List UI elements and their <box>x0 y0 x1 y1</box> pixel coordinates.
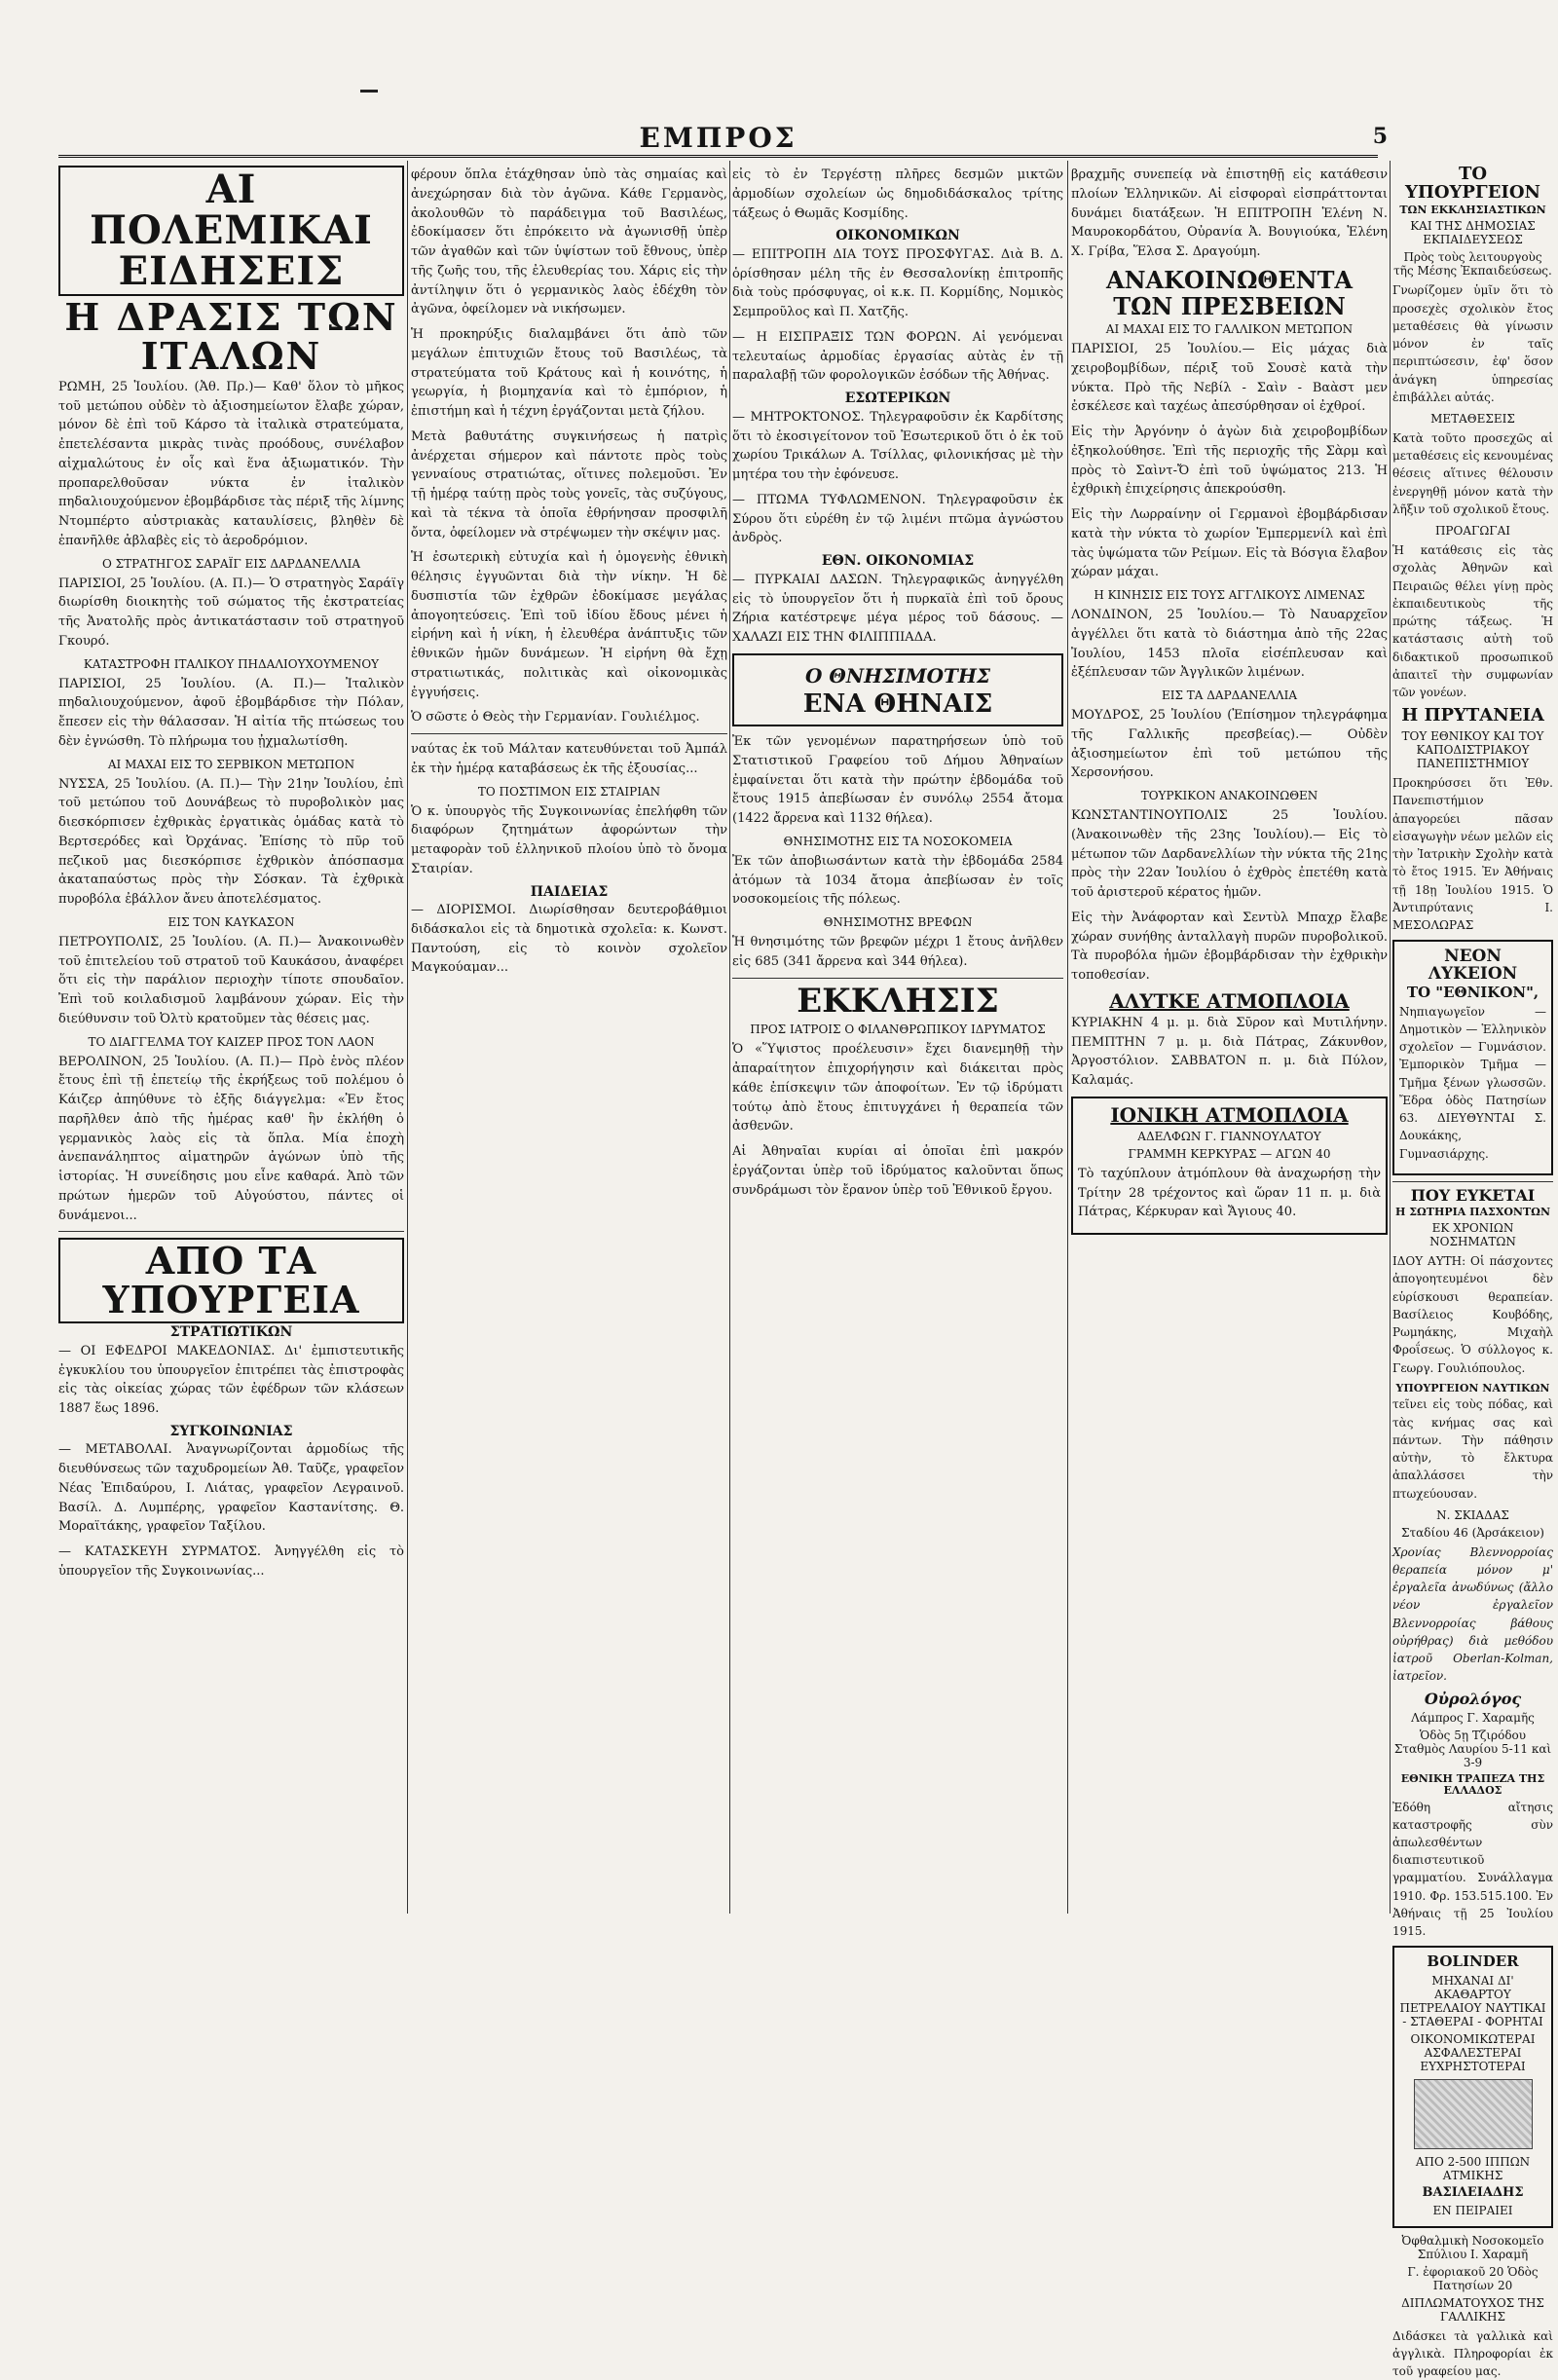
article-heading: ΠΡΟΑΓΩΓΑΙ <box>1434 524 1511 539</box>
rectorate-subheading: ΤΟΥ ΕΘΝΙΚΟΥ ΚΑΙ ΤΟΥ ΚΑΠΟΔΙΣΤΡΙΑΚΟΥ ΠΑΝΕΠΙΣΤΗΜΙΟΥ <box>1401 729 1544 771</box>
engine-illustration <box>1414 2079 1533 2149</box>
ministry-subheading: Πρὸς τοὺς λειτουργοὺς τῆς Μέσης Ἐκπαιδεύσεως. <box>1393 250 1552 279</box>
article-text: ΙΔΟΥ ΑΥΤΗ: Οἱ πάσχοντες ἀπογοητευμένοι δὲν εὑρίσκουσι θεραπείαν. Βασίλειος Κουβόδης, Ρωμηάκης, Μιχαὴλ Φροΐσεως. Ὁ σύλλογος κ. Γεωργ. Γουλιόπουλος. <box>1392 1254 1553 1375</box>
masthead <box>58 122 1388 158</box>
article-heading: ΤΟ ΠΟΣΤΙΜΟΝ ΕΙΣ ΣΤΑΙΡΙΑΝ <box>477 784 661 799</box>
article-text: — ΟΙ ΕΦΕΔΡΟΙ ΜΑΚΕΔΟΝΙΑΣ. Δι' ἐμπιστευτικῆς ἐγκυκλίου του ὑπουργεῖον ἐπιτρέπει τὰς ἐπιστροφὰς εἰς τὰς οἰκείας χώρας τῶν ἐφέδρων τῶν κλάσεων 1887 ἕως 1896. <box>58 1343 404 1416</box>
page-number: 5 <box>1372 124 1388 149</box>
article-heading: ΕΙΣ ΤΑ ΔΑΡΔΑΝΕΛΛΙΑ <box>1161 688 1298 703</box>
article-heading: ΤΟΥΡΚΙΚΟΝ ΑΝΑΚΟΙΝΩΘΕΝ <box>1140 789 1318 803</box>
bolinder-features: ΟΙΚΟΝΟΜΙΚΩΤΕΡΑΙ ΑΣΦΑΛΕΣΤΕΡΑΙ ΕΥΧΡΗΣΤΟΤΕΡΑΙ <box>1410 2032 1536 2074</box>
section-heading: ΟΙΚΟΝΟΜΙΚΩΝ <box>835 228 960 244</box>
appeal-subheading: ΠΡΟΣ ΙΑΤΡΟΙΣ Ο ΦΙΛΑΝΘΡΩΠΙΚΟΥ ΙΔΡΥΜΑΤΟΣ <box>750 1023 1046 1037</box>
shipping-ad-heading: ΙΟΝΙΚΗ ΑΤΜΟΠΛΟΙΑ <box>1110 1102 1349 1127</box>
section-heading: ΕΘΝ. ΟΙΚΟΝΟΜΙΑΣ <box>821 553 975 570</box>
article-text: Ἐκ τῶν ἀποβιωσάντων κατὰ τὴν ἐβδομάδα 2584 ἀτόμων τὰ 1034 ἄτομα ἀπεβίωσαν ἐν τοῖς νοσοκομείοις τῆς πόλεως. <box>732 853 1063 908</box>
punch-mark <box>360 90 378 102</box>
article-text: ΠΑΡΙΣΙΟΙ, 25 Ἰουλίου. (Α. Π.)— Ὁ στρατηγὸς Σαράϊγ διωρίσθη διοικητὴς τοῦ σώματος τῆς ἐκστρατείας τῆς Ἀνατολῆς πρὸς ἀντικατάστασιν τοῦ στρατηγοῦ Γκουρό. <box>58 576 404 649</box>
appeal-banner: ΕΚΚΛΗΣΙΣ <box>797 981 999 1021</box>
ministry-heading: ΤΩΝ ΕΚΚΛΗΣΙΑΣΤΙΚΩΝ <box>1399 203 1546 216</box>
article-text: Ὁ σῶστε ὁ Θεὸς τὴν Γερμανίαν. Γουλιέλμος. <box>411 710 700 725</box>
newspaper-name: ΕΜΠΡΟΣ <box>639 122 798 154</box>
clinic-ad: Χρονίας Βλεννορροίας θεραπεία μόνον μ' ἐργαλεῖα ἀνωδύνως (ἄλλο νέον ἐργαλεῖον Βλεννορροίας βάθους οὐρήθρας) διὰ μεθόδου ἰατροῦ Oberlan-Kolman, ἰατρεῖον. <box>1392 1544 1553 1684</box>
article-text: Προκηρύσσει ὅτι Ἐθν. Πανεπιστήμιον ἀπαγορεύει πᾶσαν εἰσαγωγὴν νέων μελῶν εἰς τὴν Ἰατρικὴν Σχολὴν κατὰ τὸ ἔτος 1915. Ἐν Ἀθήναις τῇ 18ῃ Ἰουλίου 1915. Ὁ Ἀντιπρύτανις Ι. ΜΕΣΟΛΩΡΑΣ <box>1392 776 1553 933</box>
bank-heading: ΕΘΝΙΚΗ ΤΡΑΠΕΖΑ ΤΗΣ ΕΛΛΑΔΟΣ <box>1400 1772 1545 1797</box>
ministry-banner: ΤΟ ΥΠΟΥΡΓΕΙΟΝ <box>1405 164 1540 203</box>
bolinder-footer: ΑΠΟ 2-500 ΙΠΠΩΝ ΑΤΜΙΚΗΣ <box>1415 2155 1531 2183</box>
column-embassy-news <box>1071 164 1388 1916</box>
divider <box>1392 1181 1553 1182</box>
article-text: ΒΕΡΟΛΙΝΟΝ, 25 Ἰουλίου. (Α. Π.)— Πρὸ ἑνὸς πλέον ἔτους ἐπὶ τῇ ἐπετείῳ τῆς ἐκρήξεως τοῦ πολέμου ὁ Κάιζερ ἀπηύθυνε τὸ ἑξῆς διάγγελμα: «Ἐν ἔτος παρῆλθεν ἀπὸ τῆς ἡμέρας καθ' ἣν ἐκλήθη ὁ γερμανικὸς λαὸς εἰς τὰ ὅπλα. Μία ἐποχὴ ἀνεπανάληπτος αἱματηρῶν ἀγώνων ὑπὸ τῆς ἱστορίας. Ἡ συνείδησις μου εἶνε καθαρά. Ἀπὸ τῶν πρώτων ἡμερῶν τοῦ Αὐγούστου, πάντες οἱ δυνάμενοι... <box>58 1054 404 1223</box>
article-heading: ΘΝΗΣΙΜΟΤΗΣ ΕΙΣ ΤΑ ΝΟΣΟΚΟΜΕΙΑ <box>783 834 1013 848</box>
article-text: ΠΕΤΡΟΥΠΟΛΙΣ, 25 Ἰουλίου. (Α. Π.)— Ἀνακοινωθὲν τοῦ ἐπιτελείου τοῦ στρατοῦ τοῦ Καυκάσου, ἀναφέρει ὅτι εἰς τὴν παράλιον περιοχὴν τίποτε σπουδαῖον. Ἐπὶ τοῦ κοιλαδισμοῦ λαμβάνουν χώραν. Εἰς τὴν διεύθυνσιν τοῦ Ὀλτὺ κρατοῦμεν τὰς θέσεις μας. <box>58 934 404 1026</box>
urologist-ad-title: Οὐρολόγος <box>1424 1689 1522 1708</box>
article-heading: ΤΟ ΔΙΑΓΓΕΛΜΑ ΤΟΥ ΚΑΙΖΕΡ ΠΡΟΣ ΤΟΝ ΛΑΟΝ <box>88 1034 375 1049</box>
ministry-subheading: ΚΑΙ ΤΗΣ ΔΗΜΟΣΙΑΣ ΕΚΠΑΙΔΕΥΣΕΩΣ <box>1410 219 1536 247</box>
article-text: — ΠΥΡΚΑΙΑΙ ΔΑΣΩΝ. Τηλεγραφικῶς ἀνηγγέλθη εἰς τὸ ὑπουργεῖον ὅτι ἡ πυρκαϊὰ ἐπὶ τοῦ ὄρους Ζήρια κατέστρεψε μέγα μέρος τοῦ δάσους. — ΧΑΛΑΖΙ ΕΙΣ ΤΗΝ ΦΙΛΙΠΠΙΑΔΑ. <box>732 572 1063 646</box>
article-text: Εἰς τὴν Ἀνάφορταν καὶ Σεντὺλ Μπαχρ ἔλαβε χώραν συνήθης ἀνταλλαγὴ πυρῶν πυροβολικοῦ. Τὰ πυροβόλα ἡμῶν ἐβομβάρδισαν τὴν ἐχθρικὴν τοποθεσίαν. <box>1071 910 1388 984</box>
bolinder-ad <box>1392 1946 1553 2227</box>
shipping-route: ΓΡΑΜΜΗ ΚΕΡΚΥΡΑΣ — ΑΓΩΝ 40 <box>1128 1146 1331 1161</box>
article-text: Γνωρίζομεν ὑμῖν ὅτι τὸ προσεχὲς σχολικὸν ἔτος μεταθέσεις θὰ γίνωσιν μόνον ἐν ταῖς περιπτώσεσιν, ἐφ' ὅσον ἀνάγκη ὑπηρεσίας ἐπιβάλλει αὐτάς. <box>1392 283 1553 404</box>
divider <box>58 1231 404 1232</box>
article-text: Μετὰ βαθυτάτης συγκινήσεως ἡ πατρὶς ἀνέρχεται σήμερον καὶ πάντοτε πρὸς τοὺς γενναίους στρατιώτας, οἵτινες πολεμοῦσι. Ἐν τῇ ἡμέρᾳ ταύτῃ πρὸς τοὺς γονεῖς, τὰς συζύγους, καὶ τὰ τέκνα τὰ ὁποῖα ἐθρήνησαν προσφιλῆ ὄντα, ὀφείλομεν νὰ στρέψωμεν τὴν σκέψιν μας. <box>411 428 727 540</box>
article-text: Ἡ θνησιμότης τῶν βρεφῶν μέχρι 1 ἔτους ἀνῆλθεν εἰς 685 (341 ἄρρενα καὶ 344 θήλεα). <box>732 935 1063 969</box>
article-text: Νηπιαγωγεῖον — Δημοτικὸν — Ἑλληνικὸν σχολεῖον — Γυμνάσιον. Ἐμπορικὸν Τμῆμα — Τμῆμα ξένων γλωσσῶν. Ἔδρα ὁδὸς Πατησίων 63. ΔΙΕΥΘΥΝΤΑΙ Σ. Δουκάκης, Γυμνασιάρχης. <box>1399 1004 1546 1161</box>
ionian-shipping-ad <box>1071 1097 1388 1235</box>
column-rule <box>729 161 730 1914</box>
article-text: — ΠΤΩΜΑ ΤΥΦΛΩΜΕΝΟΝ. Τηλεγραφοῦσιν ἐκ Σύρου ὅτι εὑρέθη ἐν τῷ λιμένι πτῶμα ἀγνώστου ἀνδρὸς. <box>732 492 1063 546</box>
article-heading: ΕΙΣ ΤΟΝ ΚΑΥΚΑΣΟΝ <box>167 914 295 929</box>
tutor-ad-heading: ΔΙΠΛΩΜΑΤΟΥΧΟΣ ΤΗΣ ΓΑΛΛΙΚΗΣ <box>1401 2295 1544 2324</box>
article-heading: ΘΝΗΣΙΜΟΤΗΣ ΒΡΕΦΩΝ <box>823 915 973 930</box>
article-text: Ἡ κατάθεσις εἰς τὰς σχολὰς Ἀθηνῶν καὶ Πειραιῶς θέλει γίνῃ πρὸς ἐκπαιδευτικοὺς τῆς πρώτης τάξεως. Ἡ κατάστασις αὐτὴ τοῦ διδακτικοῦ προσωπικοῦ ἀπαιτεῖ τὴν συμφωνίαν τῶν γονέων. <box>1392 543 1553 700</box>
navy-ministry-banner: ΥΠΟΥΡΓΕΙΟΝ ΝΑΥΤΙΚΩΝ <box>1395 1381 1550 1395</box>
article-text: βραχμῆς συνεπείᾳ νὰ ἐπιστηθῇ εἰς κατάθεσιν πλοίων Ἑλληνικῶν. Αἱ εἰσφοραὶ εἰσπράττονται δυνάμει διατάξεων. Ἡ ΕΠΙΤΡΟΠΗ Ἑλένη Ν. Μαυροκορδάτου, Οὐρανία Ἀ. Βουγιούκα, Ἑλένη Χ. Γρίβα, Ἕλσα Σ. Δραγούμη. <box>1071 167 1388 259</box>
article-text: — ΜΕΤΑΒΟΛΑΙ. Ἀναγνωρίζονται ἀρμοδίως τῆς διευθύνσεως τῶν ταχυδρομείων Ἀθ. Ταῦζε, γραφεῖον Νέας Ἐπιδαύρου, Ι. Λιάτας, γραφεῖον Λεγραινοῦ. Βασίλ. Δ. Λυμπέρης, γραφεῖον Καστανίτσης. Θ. Μοραϊτάκης, γραφεῖον Ταξίλου. <box>58 1442 404 1535</box>
mortality-box <box>732 653 1063 726</box>
address: Σταδίου 46 (Ἀρσάκειον) <box>1401 1525 1544 1540</box>
article-text: ΠΑΡΙΣΙΟΙ, 25 Ἰουλίου.— Εἰς μάχας διὰ χειροβομβίδων, πέριξ τοῦ Σουσὲ κατὰ τὴν νύκτα. Πρὸ τῆς Νεβίλ - Σαὶν - Βαὰστ μεν ἐσκέλεσε καὶ ταχέως ἀπεσύρθησαν οἱ ἐχθροί. <box>1071 342 1388 415</box>
article-heading: Ο ΣΤΡΑΤΗΓΟΣ ΣΑΡΑΪΓ ΕΙΣ ΔΑΡΔΑΝΕΛΛΙΑ <box>101 556 361 571</box>
section-heading: ΣΥΓΚΟΙΝΩΝΙΑΣ <box>169 1423 293 1439</box>
article-text: ΛΟΝΔΙΝΟΝ, 25 Ἰουλίου.— Τὸ Ναυαρχεῖον ἀγγέλλει ὅτι κατὰ τὸ διάστημα ἀπὸ τῆς 22ας Ἰουλίου, 1453 πλοῖα εἰσέπλευσαν καὶ ἐξέπλευσαν τῶν Ἀγγλικῶν λιμένων. <box>1071 608 1388 681</box>
column-ads <box>1392 164 1553 2379</box>
article-heading: Η ΚΙΝΗΣΙΣ ΕΙΣ ΤΟΥΣ ΑΓΓΛΙΚΟΥΣ ΛΙΜΕΝΑΣ <box>1094 588 1365 603</box>
column-kaiser-proclamation <box>411 164 727 1916</box>
column-rule <box>1390 161 1391 1914</box>
article-text: — ΔΙΟΡΙΣΜΟΙ. Διωρίσθησαν δευτεροβάθμιοι διδάσκαλοι εἰς τὰ δημοτικὰ σχολεῖα: κ. Κωνστ. Παντούση, εἰς τὸ κοινὸν σχολεῖον Μαγκούαμαν... <box>411 903 727 976</box>
article-text: Κατὰ τοῦτο προσεχῶς αἱ μεταθέσεις εἰς κενουμένας θέσεις αἵτινες θέλουσιν ἐνεργηθῇ μόνον κατὰ τὴν λῆξιν τοῦ σχολικοῦ ἔτους. <box>1392 430 1553 516</box>
article-text: Ἐδόθη αἴτησις καταστροφῆς σὺν ἀπωλεσθέντων διαπιστευτικοῦ γραμματίου. Συνάλλαγμα 1910. Φρ. 153.515.100. Ἐν Ἀθήναις τῇ 25 Ἰουλίου 1915. <box>1392 1800 1553 1939</box>
column-rule <box>407 161 408 1914</box>
article-text: ναύτας ἐκ τοῦ Μάλταν κατευθύνεται τοῦ Ἀμπάλ ἐκ τὴν ἡμέρᾳ καταβάσεως ἐκ τῆς ἐξουσίας... <box>411 742 727 776</box>
mortality-headline-top: Ο ΘΝΗΣΙΜΟΤΗΣ <box>805 663 990 688</box>
article-text: Ἐκ τῶν γενομένων παρατηρήσεων ὑπὸ τοῦ Στατιστικοῦ Γραφείου τοῦ Δήμου Ἀθηναίων ἐμφαίνεται ὅτι κατὰ τὴν πρώτην ἑβδομάδα τοῦ ἔτους 1915 ἀπεβίωσαν ἐν συνόλῳ 2554 ἄτομα (1422 ἄρρενα καὶ 1132 θήλεα). <box>732 734 1063 827</box>
mortality-headline-bottom: ΕΝΑ ΘΗΝΑΙΣ <box>802 688 993 719</box>
section-heading: ΠΑΙΔΕΙΑΣ <box>530 883 609 900</box>
article-heading: ΚΑΤΑΣΤΡΟΦΗ ΙΤΑΛΙΚΟΥ ΠΗΔΑΛΙΟΥΧΟΥΜΕΝΟΥ <box>83 656 380 671</box>
bolinder-brand: BOLINDER <box>1427 1952 1519 1971</box>
article-text: — ΜΗΤΡΟΚΤΟΝΟΣ. Τηλεγραφοῦσιν ἐκ Καρδίτσης ὅτι τὸ ἐκοσιγείτονον τοῦ Ἐσωτερικοῦ ὅτι ὁ ἐκ τοῦ χωρίου Τρικάλων Α. Τσίλλας, φιλονικήσας μὲ τὴν μητέρα του τὴν ἐφόνευσε. <box>732 409 1063 483</box>
health-ad-heading: Η ΣΩΤΗΡΙΑ ΠΑΣΧΟΝΤΩΝ <box>1394 1205 1551 1218</box>
shipping-company: ΑΔΕΛΦΩΝ Γ. ΓΙΑΝΝΟΥΛΑΤΟΥ <box>1137 1129 1321 1143</box>
article-text: φέρουν ὅπλα ἐτάχθησαν ὑπὸ τὰς σημαίας καὶ ἀνεχώρησαν διὰ τὸν ἀγῶνα. Κάθε Γερμανὸς, ἀκολουθῶν τὸ παράδειγμα τοῦ Βασιλέως, ἐδοκίμασεν ὅτι ἐπρόκειτο νὰ ἀγωνισθῇ ὑπὲρ τῶν ἀγαθῶν καὶ τῶν ὑψίστων τοῦ ἔθνους, ὑπὲρ τῆς ζωῆς του, τῆς ἐλευθερίας του. Χάρις εἰς τὴν ἀντίληψιν ὅτι ὁ γερμανικὸς λαὸς ἐδέχθη τὸν ἀγῶνα, ὀφείλομεν νὰ νικήσωμεν. <box>411 167 727 317</box>
article-heading: ΜΕΤΑΘΕΣΕΙΣ <box>1430 411 1515 426</box>
article-text: Ὁ κ. ὑπουργὸς τῆς Συγκοινωνίας ἐπελήφθη τῶν διαφόρων ζητημάτων ἀφορώντων τὴν μεταφορὰν τοῦ ἑλληνικοῦ πλοίου ὑπὸ τὸ ὄνομα Σταιρίαν. <box>411 803 727 876</box>
article-text: Εἰς τὴν Λωρραίνην οἱ Γερμανοὶ ἐβομβάρδισαν κατὰ τὴν νύκτα τὸ χωρίον Ἐμπερμενίλ καὶ ἐπὶ τὰς ὑψώματα τῶν Ρείμων. Εἰς τὰ Βόσγια ἔλαβον χώραν μάχαι. <box>1071 507 1388 580</box>
agent-location: ΕΝ ΠΕΙΡΑΙΕΙ <box>1432 2203 1513 2217</box>
article-text: — ΚΑΤΑΣΚΕΥΗ ΣΥΡΜΑΤΟΣ. Ἀνηγγέλθη εἰς τὸ ὑπουργεῖον τῆς Συγκοινωνίας... <box>58 1544 404 1579</box>
health-ad-banner: ΠΟΥ ΕΥΚΕΤΑΙ <box>1410 1185 1536 1205</box>
lyceum-ad <box>1392 940 1553 1175</box>
agent-name: ΒΑΣΙΛΕΙΑΔΗΣ <box>1422 2185 1524 2201</box>
embassies-heading: ΤΩΝ ΠΡΕΣΒΕΙΩΝ <box>1113 291 1346 320</box>
article-text: — ΕΠΙΤΡΟΠΗ ΔΙΑ ΤΟΥΣ ΠΡΟΣΦΥΓΑΣ. Διὰ Β. Δ. ὁρίσθησαν μέλη τῆς ἐν Θεσσαλονίκῃ ἐπιτροπῆς διὰ τοὺς πρόσφυγας, οἱ κ.κ. Π. Κορμίδης, Νομικὸς Σεμπροῦλος καὶ Π. Χατζῆς. <box>732 246 1063 320</box>
ministries-banner: ΑΠΟ ΤΑ ΥΠΟΥΡΓΕΙΑ <box>58 1238 404 1323</box>
article-text: ΜΟΥΔΡΟΣ, 25 Ἰουλίου (Ἐπίσημον τηλεγράφημα τῆς Γαλλικῆς πρεσβείας).— Οὐδὲν ἀξιοσημείωτον ἐπὶ τοῦ μετώπου τῆς Χερσονήσου. <box>1071 708 1388 781</box>
column-war-news <box>58 164 404 1912</box>
article-text: εἰς τὸ ἐν Τεργέστῃ πλῆρες δεσμῶν μικτῶν ἀρμοδίων σχολείων ὡς δημοδιδάσκαλος τρίτης τάξεως ὁ Θωμᾶς Κοσμίδης. <box>732 167 1063 221</box>
article-text: Τὸ ταχύπλουν ἀτμόπλουν θὰ ἀναχωρήσῃ τὴν Τρίτην 28 τρέχοντος καὶ ὥραν 11 π. μ. διὰ Πάτρας, Κέρκυραν καὶ Ἄγιους 40. <box>1078 1166 1381 1220</box>
shipping-ad-heading: ΑΛΥΤΚΕ ΑΤΜΟΠΛΟΙΑ <box>1109 988 1350 1013</box>
article-text: Εἰς τὴν Ἀργόνην ὁ ἀγὼν διὰ χειροβομβίδων ἐξηκολούθησε. Ἐπὶ τῆς περιοχῆς τῆς Σὰρμ καὶ πρὸς τὸ Σαὶντ-Ὄ ἐπὶ τοῦ ὑψώματος 213. Ἡ ἐχθρικὴ ἐπιχείρησις ἀπεκρούσθη. <box>1071 425 1388 498</box>
article-text: ΝΥΣΣΑ, 25 Ἰουλίου. (Α. Π.)— Τὴν 21ην Ἰουλίου, ἐπὶ τοῦ μετώπου τοῦ Δουνάβεως τὸ πυροβολικὸν μας διεσκόρπισεν ἐχθρικὰς ἐργατικὰς ὁμάδας κατὰ τὸ Βερτσερόδες καὶ Ὀρχάνας. Ἐπίσης τὸ πῦρ τοῦ πεζικοῦ μας διεσκόρπισε ἐχθρικὸν ἀπόσπασμα ἀκαταπαύστως πρὸς τὴν Σόσκαν. Τὰ ἐχθρικὰ πυροβόλα ἐβάλλον ἄνευ ἀποτελέσματος. <box>58 776 404 908</box>
bolinder-subheading: ΜΗΧΑΝΑΙ ΔΙ' ΑΚΑΘΑΡΤΟΥ ΠΕΤΡΕΛΑΙΟΥ ΝΑΥΤΙΚΑΙ - ΣΤΑΘΕΡΑΙ - ΦΟΡΗΤΑΙ <box>1399 1974 1546 2029</box>
article-text: Διδάσκει τὰ γαλλικὰ καὶ ἀγγλικὰ. Πληροφορίαι ἐκ τοῦ γραφείου μας. <box>1392 2328 1553 2379</box>
rectorate-banner: Η ΠΡΥΤΑΝΕΙΑ <box>1401 705 1544 726</box>
article-text: ΚΥΡΙΑΚΗΝ 4 μ. μ. διὰ Σῦρον καὶ Μυτιλήνην. ΠΕΜΠΤΗΝ 7 μ. μ. διὰ Πάτρας, Ζάκυνθον, Ἀργοστόλιον. ΣΑΒΒΑΤΟΝ π. μ. διὰ Πύλον, Καλαμάς. <box>1071 1015 1388 1089</box>
italian-action-headline: Η ΔΡΑΣΙΣ ΤΩΝ ΙΤΑΛΩΝ <box>64 295 398 378</box>
eye-clinic-address: Γ. ἐφοριακοῦ 20 Ὁδὸς Πατησίων 20 <box>1407 2264 1539 2292</box>
article-text: Αἱ Ἀθηναῖαι κυρίαι αἱ ὁποῖαι ἐπὶ μακρόν ἐργάζονται ὑπὲρ τοῦ ἱδρύματος καλοῦνται ὅπως συνδράμωσι τὸν ἔρανον ὑπὲρ τοῦ Ἐθνικοῦ ἔργου. <box>732 1144 1063 1198</box>
article-text: τεῖνει εἰς τοὺς πόδας, καὶ τὰς κνήμας σας καὶ πάντων. Τὴν πάθησιν αὐτὴν, τὸ ἔλκτυρα ἀπαλλάσσει τὴν πτωχεύουσαν. <box>1392 1397 1553 1501</box>
article-text: ΚΩΝΣΤΑΝΤΙΝΟΥΠΟΛΙΣ 25 Ἰουλίου. (Ἀνακοινωθὲν τῆς 23ης Ἰουλίου).— Εἰς τὸ μέτωπον τῶν Δαρδανελλίων τὴν νύκτα τῆς 21ης πρὸς τὴν 22αν Ἰουλίου ὁ ἐχθρὸς ἐπετέθη κατὰ τοῦ ἀριστεροῦ κέρατος ἡμῶν. <box>1071 808 1388 901</box>
article-text: Ἡ προκηρύξις διαλαμβάνει ὅτι ἀπὸ τῶν μεγάλων ἐπιτυχιῶν ἔτους τοῦ Βασιλέως, τὰ στρατεύματα τοῦ Κράτους καὶ ἡ κοινότης, ἡ γεωργία, ἡ βιομηχανία καὶ τὸ ἐμπόριον, ἡ ἐπιστήμη καὶ ἡ τέχνη ἐργάζονται μετὰ ζήλου. <box>411 327 727 419</box>
section-heading: ΣΤΡΑΤΙΩΤΙΚΩΝ <box>169 1324 293 1341</box>
article-heading: ΑΙ ΜΑΧΑΙ ΕΙΣ ΤΟ ΓΑΛΛΙΚΟΝ ΜΕΤΩΠΟΝ <box>1105 322 1354 337</box>
urologist-address: Ὁδὸς 5ῃ Τζιρόδου Σταθμὸς Λαυρίου 5-11 καὶ 3-9 <box>1393 1729 1552 1770</box>
article-text: ΡΩΜΗ, 25 Ἰουλίου. (Ἀθ. Πρ.)— Καθ' ὅλον τὸ μῆκος τοῦ μετώπου οὐδὲν τὸ ἀξιοσημείωτον ἔλαβε χώραν, μόνον δὲ ἐπὶ τοῦ Κάρσο τὰ ἰταλικὰ στρατεύματα, ἐπετελέσαντα μικρὰς τινὰς προόδους, συνέλαβον αἰχμαλώτους ἐν οἷς καὶ ἕνα ἀξιωματικόν. Τὴν προπαρελθοῦσαν νύκτα ἐν ἰταλικὸν πηδαλιουχούμενον ἐβομβάρδισε τὰς πέριξ τῆς λίμνης Ντομπέρτο αὐστριακὰς καταυλίσεις, βληθὲν δὲ ἐπανῆλθε ἀβλαβὲς εἰς τὸ ἀεροδρόμιον. <box>58 379 404 548</box>
divider <box>411 733 727 734</box>
eye-clinic-ad: Ὀφθαλμικὴ Νοσοκομεῖο Σπύλιου Ι. Χαραμῆ <box>1401 2233 1544 2261</box>
article-text: — Η ΕΙΣΠΡΑΞΙΣ ΤΩΝ ΦΟΡΩΝ. Αἱ γενόμεναι τελευταίως ἀρμοδίας ἐργασίας αὐτὰς ἐν τῇ παραλαβῇ τῶν φορολογικῶν ἐσόδων τῆς Ἀθήνας. <box>732 329 1063 384</box>
divider <box>732 978 1063 979</box>
war-news-banner: ΑΙ ΠΟΛΕΜΙΚΑΙ ΕΙΔΗΣΕΙΣ <box>58 166 404 296</box>
article-text: Ἡ ἐσωτερικὴ εὐτυχία καὶ ἡ ὁμογενὴς ἐθνικὴ θέλησις ἐγγυῶνται διὰ τὴν νίκην. Ἡ δὲ δυσπιστία τῶν ἐχθρῶν ἐδοκίμασε μεγάλας ἀπογοητεύσεις. Ἐπὶ τοῦ ἰδίου ἔδους μένει ἡ εἰρήνη καὶ ἡ νίκη, ἡ ἐλευθέρα ἀνάπτυξις τῶν ἐθνικῶν ἡμῶν δυνάμεων. Ἡ εἰρήνη θὰ ἔχῃ στρατιωτικάς, πολιτικὰς καὶ οἰκονομικὰς ἐγγυήσεις. <box>411 550 727 700</box>
article-heading: ΑΙ ΜΑΧΑΙ ΕΙΣ ΤΟ ΣΕΡΒΙΚΟΝ ΜΕΤΩΠΟΝ <box>107 757 355 771</box>
lyceum-ad-name: ΤΟ "ΕΘΝΙΚΟΝ", <box>1406 983 1539 1001</box>
urologist-name: Λάμπρος Γ. Χαραμῆς <box>1411 1711 1535 1726</box>
signature: Ν. ΣΚΙΑΔΑΣ <box>1436 1507 1509 1522</box>
article-text: ΠΑΡΙΣΙΟΙ, 25 Ἰουλίου. (Α. Π.)— Ἰταλικὸν πηδαλιουχούμενον, ἀφοῦ ἐβομβάρδισε τὴν Πόλαν, ἔπεσεν εἰς τὴν θάλασσαν. Ἡ αἰτία τῆς πτώσεως του δὲν ἐγνώσθη. Τὸ πλήρωμα του ᾐχμαλωτίσθη. <box>58 676 404 749</box>
health-ad-subheading: ΕΚ ΧΡΟΝΙΩΝ ΝΟΣΗΜΑΤΩΝ <box>1429 1221 1516 1249</box>
announcements-banner: ΑΝΑΚΟΙΝΩΘΕΝΤΑ <box>1105 265 1354 294</box>
column-ministry-news <box>732 164 1063 1916</box>
article-text: Ὁ «Ὕψιστος προέλευσιν» ἔχει διανεμηθῇ τὴν ἀπαραίτητον ἐπιχορήγησιν καὶ διάκειται πρὸς κάθε ἐπίσκεψιν τῶν ἀποφοίτων. Ἐν τῷ ἱδρύματι τούτῳ ἀπὸ ἔτους ἐπιτυγχάνει ἡ θεραπεία τῶν ἀσθενῶν. <box>732 1042 1063 1134</box>
section-heading: ΕΣΩΤΕΡΙΚΩΝ <box>844 390 951 407</box>
lyceum-ad-title: ΝΕΟΝ ΛΥΚΕΙΟΝ <box>1428 947 1518 985</box>
column-rule <box>1067 161 1068 1914</box>
